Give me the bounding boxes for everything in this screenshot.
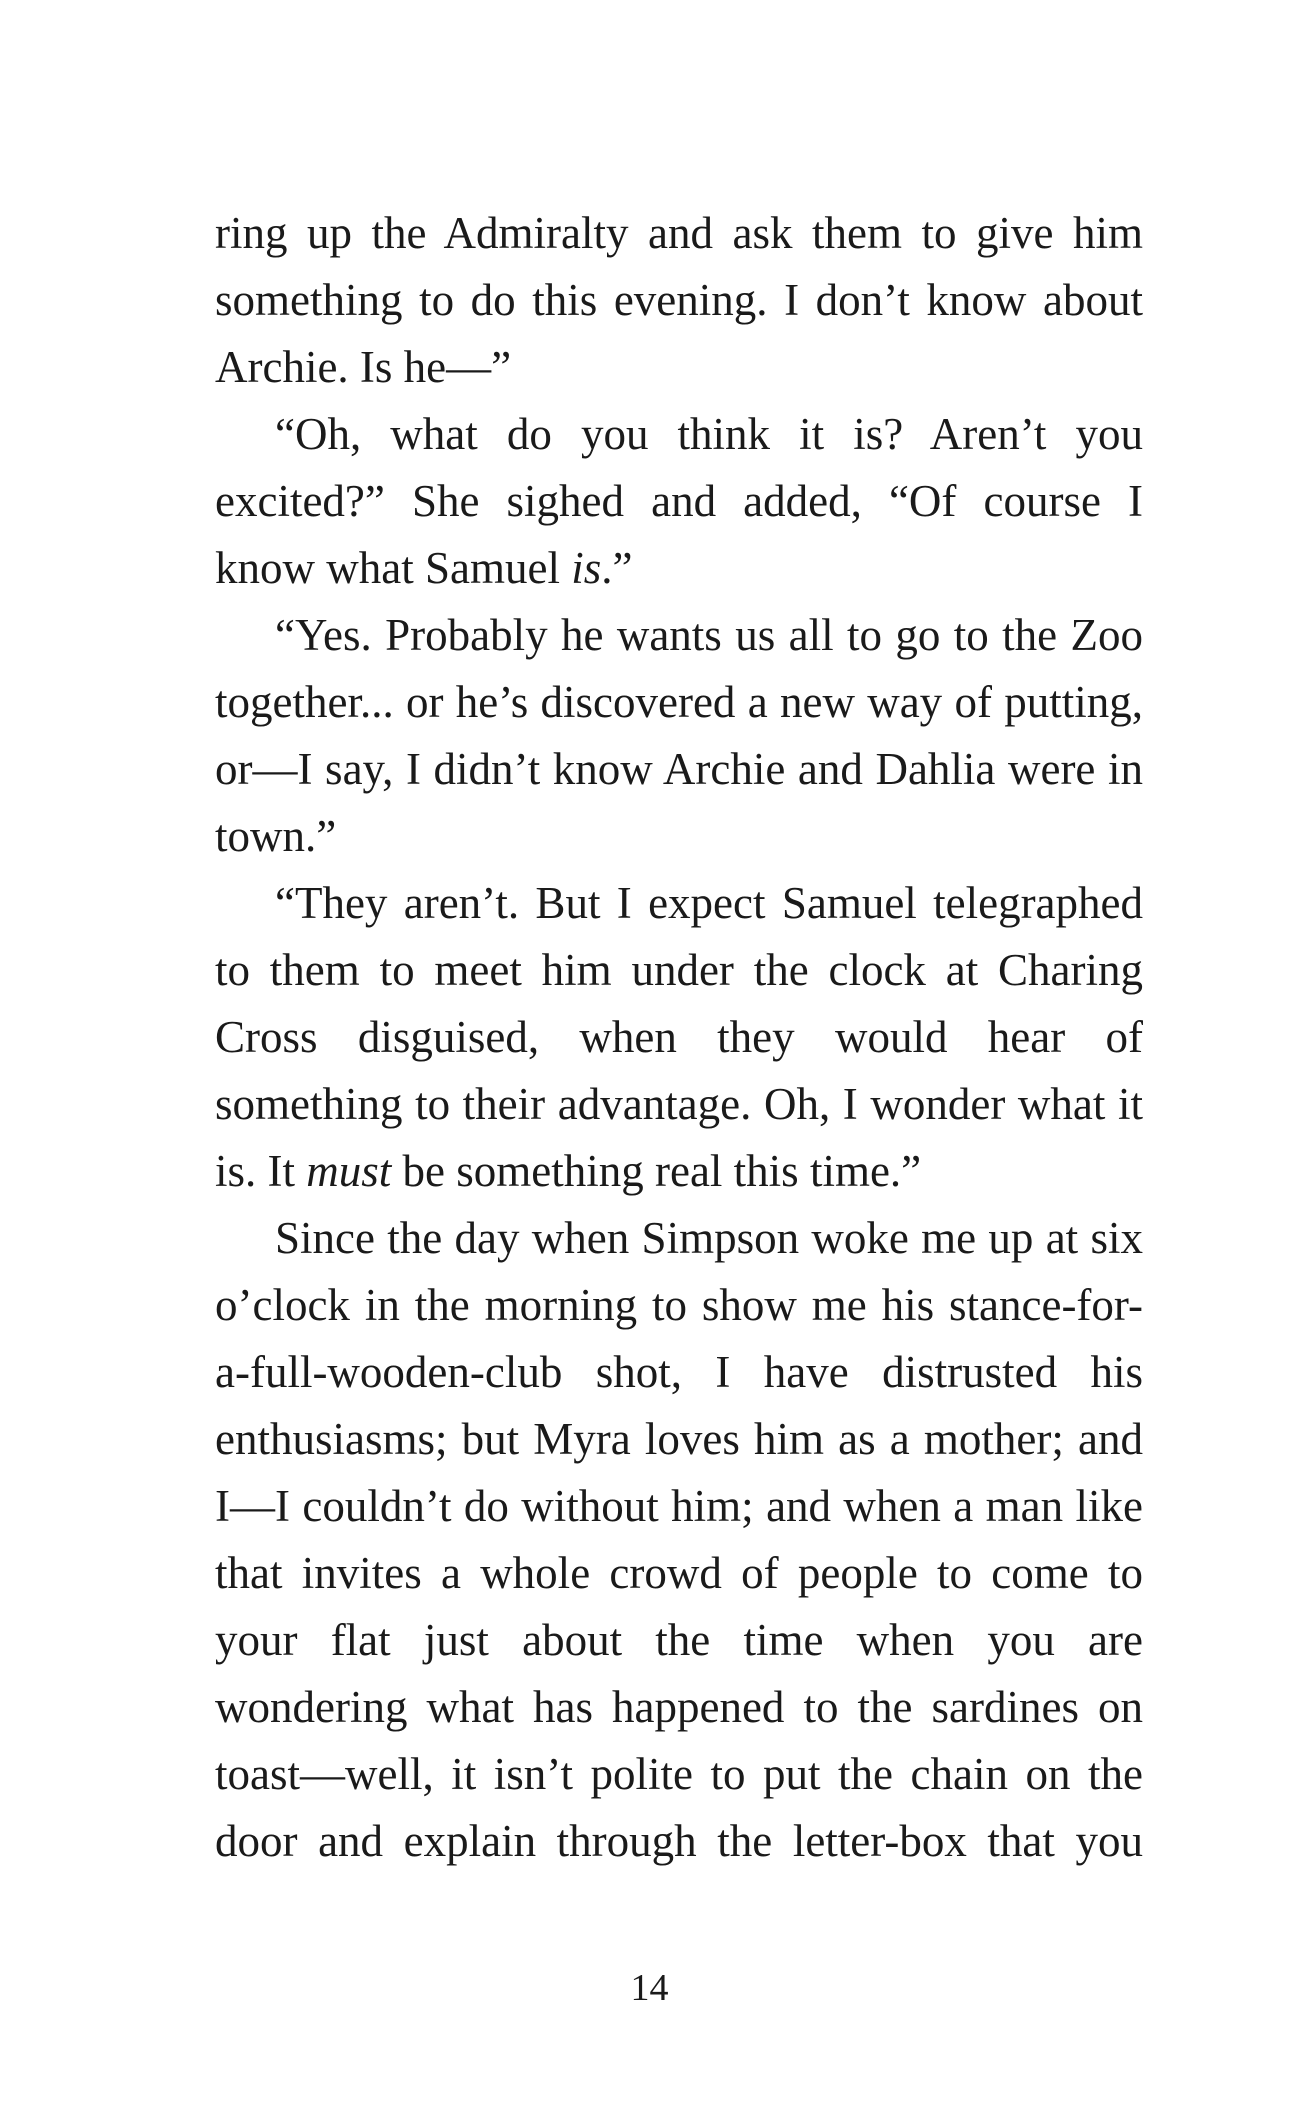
paragraph (215, 401, 1143, 602)
text-segment: Since the day when Simpson woke me up at six o’clock in the morning to show me his stance-for-a-full-wooden-club shot, I have distrusted his enthusiasms; but Myra loves him as a mother; and I—I couldn’t do without him; and when a man like that invites a whole crowd of people to come to your flat just about the time when you are wondering what has happened to the sardines on toast—well, it isn’t polite to put the chain on the door and explain through the letter-box that you (215, 1213, 1143, 1866)
text-segment: ring up the Admiralty and ask them to give him something to do this evening. I don’t know about Archie. Is he—” (215, 208, 1143, 392)
text-segment: be something real this time.” (391, 1146, 922, 1196)
text-segment: “Yes. Probably he wants us all to go to the Zoo together... or he’s discovered a new way of putting, or—I say, I didn’t know Archie and Dahlia were in town.” (215, 610, 1143, 861)
paragraph (215, 200, 1143, 401)
paragraph (215, 602, 1143, 870)
text-segment: .” (601, 543, 633, 593)
italic-text: is (571, 543, 602, 593)
page-number: 14 (630, 1967, 669, 2009)
italic-text: must (306, 1146, 392, 1196)
body-text (215, 200, 1143, 1875)
text-segment: “They aren’t. But I expect Samuel telegraphed to them to meet him under the clock at Charing Cross disguised, when they would hear of something to their advantage. Oh, I wonder what it is. It (215, 878, 1143, 1196)
text-segment: “Oh, what do you think it is? Aren’t you excited?” She sighed and added, “Of course I know what Samuel (215, 409, 1143, 593)
paragraph (215, 870, 1143, 1205)
paragraph (215, 1205, 1143, 1875)
